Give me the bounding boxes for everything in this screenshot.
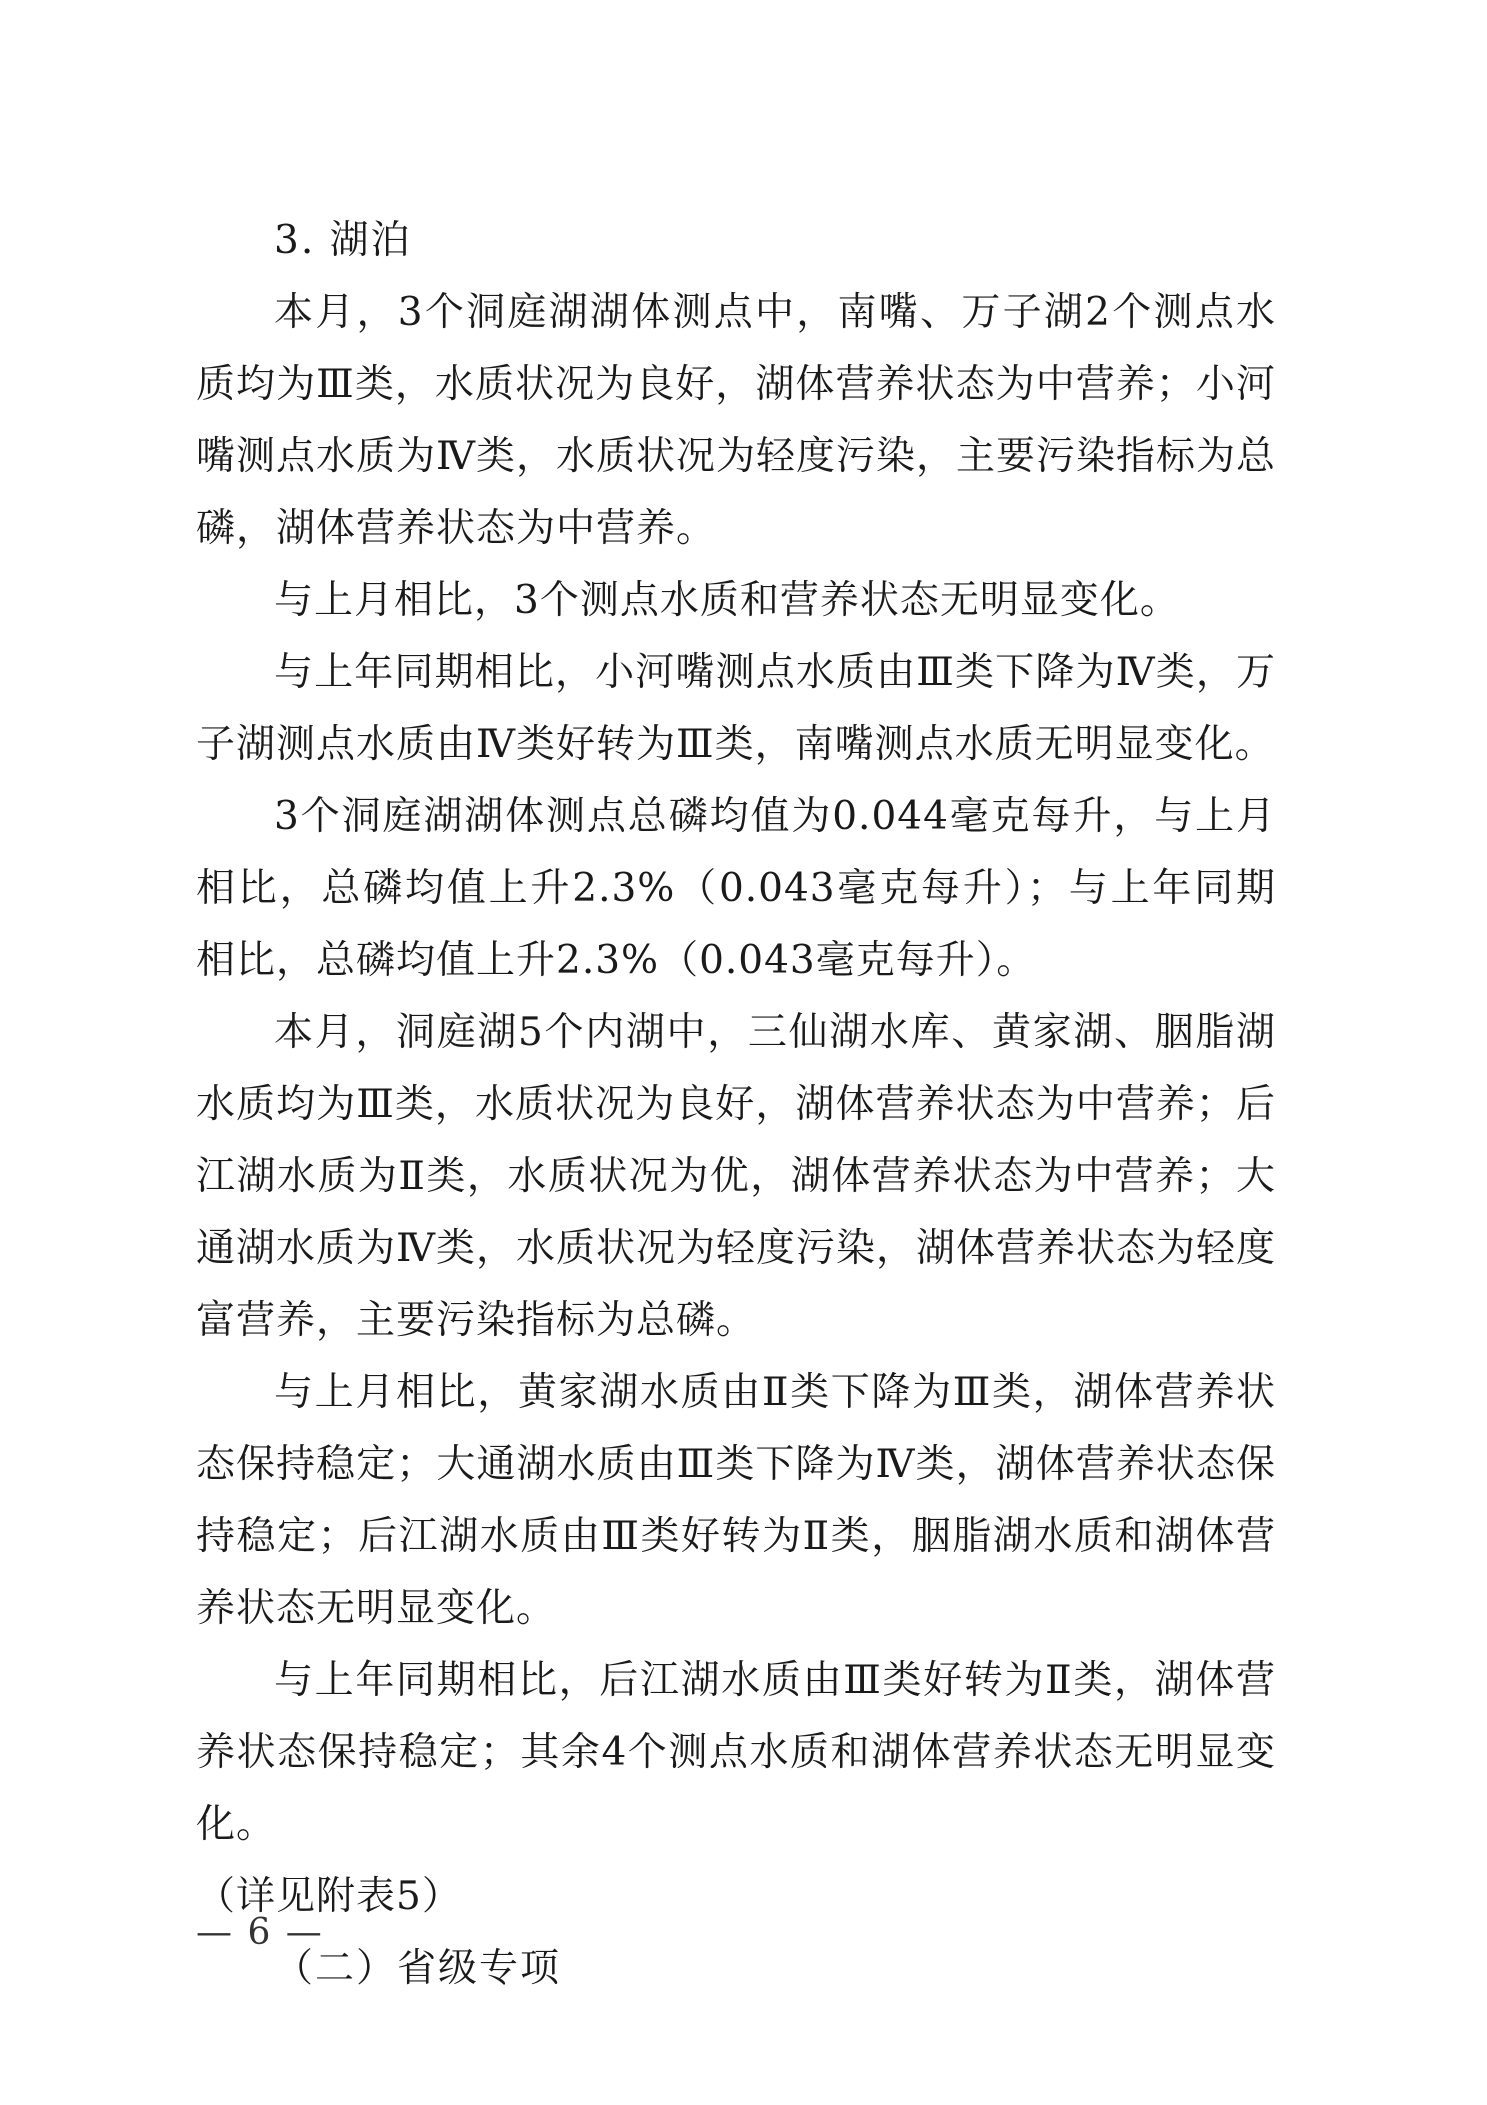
page-number: — 6 —: [196, 1912, 324, 1953]
paragraph-phosphorus: 3个洞庭湖湖体测点总磷均值为0.044毫克每升，与上月相比，总磷均值上升2.3%（0.043毫克每升）；与上年同期相比，总磷均值上升2.3%（0.043毫克每升）。: [196, 794, 1276, 983]
document-body: [196, 205, 1276, 2005]
paragraph-inner-lakes-status: 本月，洞庭湖5个内湖中，三仙湖水库、黄家湖、胭脂湖水质均为Ⅲ类，水质状况为良好，湖体营养状态为中营养；后江湖水质为Ⅱ类，水质状况为优，湖体营养状态为中营养；大通湖水质为Ⅳ类，水质状况为轻度污染，湖体营养状态为轻度富营养，主要污染指标为总磷。: [196, 1010, 1276, 1343]
paragraph-inner-lakes-year: 与上年同期相比，后江湖水质由Ⅲ类好转为Ⅱ类，湖体营养状态保持稳定；其余4个测点水质和湖体营养状态无明显变化。: [196, 1658, 1276, 1847]
paragraph-inner-lakes-month: 与上月相比，黄家湖水质由Ⅱ类下降为Ⅲ类，湖体营养状态保持稳定；大通湖水质由Ⅲ类下降为Ⅳ类，湖体营养状态保持稳定；后江湖水质由Ⅲ类好转为Ⅱ类，胭脂湖水质和湖体营养状态无明显变化。: [196, 1370, 1276, 1631]
paragraph-year-comparison: 与上年同期相比，小河嘴测点水质由Ⅲ类下降为Ⅳ类，万子湖测点水质由Ⅳ类好转为Ⅲ类，南嘴测点水质无明显变化。: [196, 650, 1276, 767]
paragraph-month-comparison: 与上月相比，3个测点水质和营养状态无明显变化。: [274, 578, 1180, 623]
section-heading: 3. 湖泊: [274, 218, 412, 263]
paragraph-lake-sites-status: 本月，3个洞庭湖湖体测点中，南嘴、万子湖2个测点水质均为Ⅲ类，水质状况为良好，湖体营养状态为中营养；小河嘴测点水质为Ⅳ类，水质状况为轻度污染，主要污染指标为总磷，湖体营养状态为中营养。: [196, 290, 1276, 551]
subsection-heading: （二）省级专项: [274, 1946, 562, 1991]
reference-note: （详见附表5）: [196, 1874, 462, 1919]
